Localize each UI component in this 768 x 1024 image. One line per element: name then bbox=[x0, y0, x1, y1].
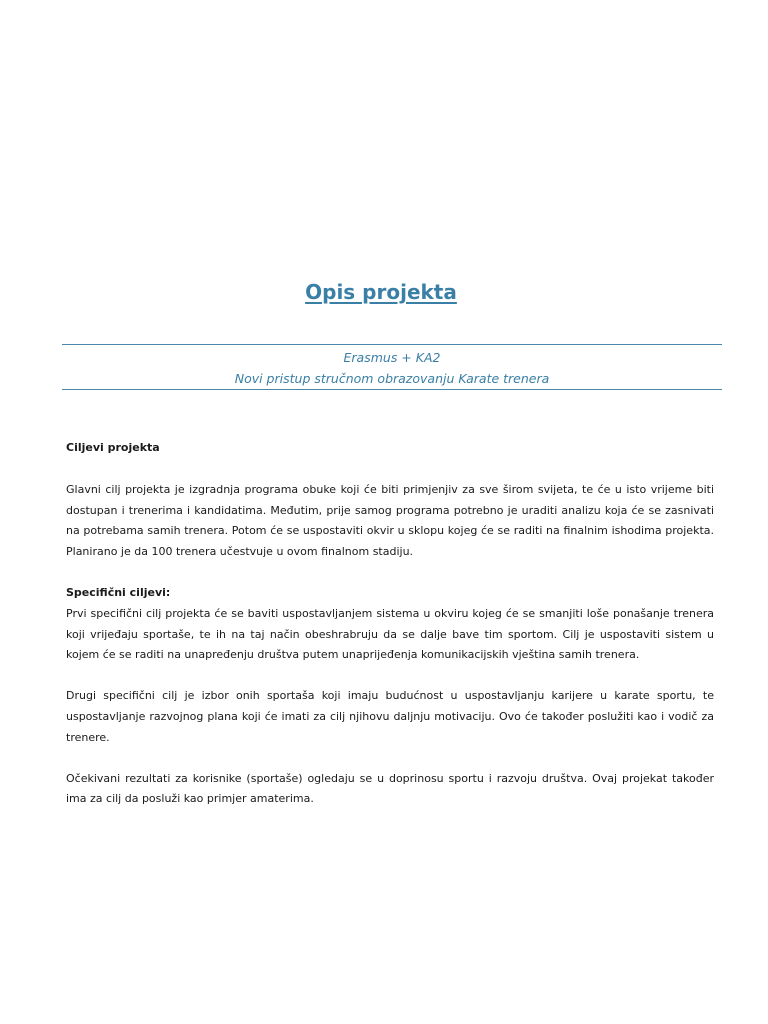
subtitle-block bbox=[62, 344, 722, 390]
main-goal-paragraph: Glavni cilj projekta je izgradnja programa obuke koji će biti primjenjiv za sve širom svijeta, te će u isto vrijeme biti dostupan i trenerima i kandidatima. Međutim, prije samog programa potrebno je uraditi analizu koja će se zasnivati na potrebama samih trenera. Potom će se uspostaviti okvir u sklopu kojeg će se raditi na finalnim ishodima projekta. Planirano je da 100 trenera učestvuje u ovom finalnom stadiju. bbox=[66, 482, 714, 559]
page-title: Opis projekta bbox=[305, 280, 457, 304]
document-body bbox=[66, 438, 714, 810]
subtitle-project-name: Novi pristup stručnom obrazovanju Karate trenera bbox=[234, 371, 550, 386]
specific-goal-2-paragraph: Drugi specifični cilj je izbor onih sportaša koji imaju budućnost u uspostavljanju karijere u karate sportu, te uspostavljanje razvojnog plana koji će imati za cilj njihovu daljnju motivaciju. Ovo će također poslužiti kao i vodič za trenere. bbox=[66, 689, 714, 744]
specific-goals-heading: Specifični ciljevi: bbox=[66, 585, 171, 599]
goals-heading: Ciljevi projekta bbox=[66, 441, 160, 454]
subtitle-program: Erasmus + KA2 bbox=[343, 350, 441, 365]
specific-goal-1-paragraph: Prvi specifični cilj projekta će se baviti uspostavljanjem sistema u okviru kojeg će se smanjiti loše ponašanje trenera koji vrijeđaju sportaše, te ih na taj način obeshrabruju da se dalje bave tim sportom. Cilj je uspostaviti sistem u kojem će se raditi na unapređenju društva putem unaprijeđenja komunikacijskih vještina samih trenera. bbox=[66, 606, 714, 662]
expected-results-paragraph: Očekivani rezultati za korisnike (sportaše) ogledaju se u doprinosu sportu i razvoju društva. Ovaj projekat također ima za cilj da posluži kao primjer amaterima. bbox=[66, 771, 714, 806]
